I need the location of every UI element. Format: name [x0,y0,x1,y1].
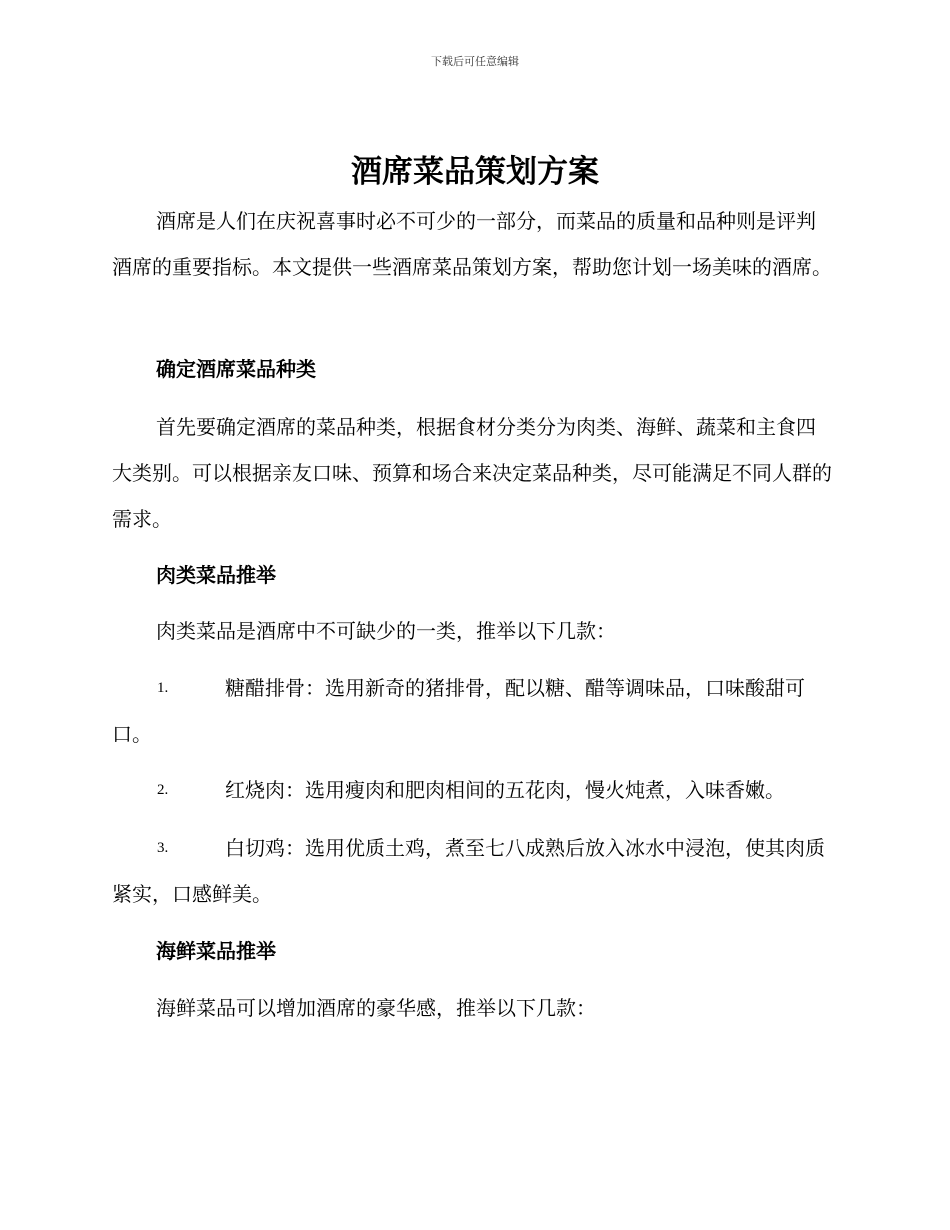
list-item [112,767,834,813]
header-note: 下载后可任意编辑 [431,55,519,68]
list-item-number: 2. [157,782,169,798]
list-item-number: 3. [157,840,169,856]
meat-paragraph: 肉类菜品是酒席中不可缺少的一类，推举以下几款： [156,619,616,643]
section-heading-meat: 肉类菜品推举 [156,563,276,587]
list-item-text: 糖醋排骨：选用新奇的猪排骨，配以糖、醋等调味品，口味酸甜可口。 [112,676,805,746]
section-heading-types: 确定酒席菜品种类 [156,357,316,381]
list-item-text: 红烧肉：选用瘦肉和肥肉相间的五花肉，慢火炖煮，入味香嫩。 [225,778,785,802]
list-item-number: 1. [157,680,169,696]
intro-paragraph: 酒席是人们在庆祝喜事时必不可少的一部分，而菜品的质量和品种则是评判酒席的重要指标。本文提供一些酒席菜品策划方案，帮助您计划一场美味的酒席。 [112,209,832,279]
seafood-paragraph: 海鲜菜品可以增加酒席的豪华感，推举以下几款： [156,996,596,1020]
list-item [112,825,834,917]
types-paragraph: 首先要确定酒席的菜品种类，根据食材分类分为肉类、海鲜、蔬菜和主食四大类别。可以根据亲友口味、预算和场合来决定菜品种类，尽可能满足不同人群的需求。 [112,415,832,531]
section-heading-seafood: 海鲜菜品推举 [156,939,276,963]
list-item-text: 白切鸡：选用优质土鸡，煮至七八成熟后放入冰水中浸泡，使其肉质紧实，口感鲜美。 [112,836,825,906]
list-item [112,665,834,757]
document-title: 酒席菜品策划方案 [351,154,599,190]
